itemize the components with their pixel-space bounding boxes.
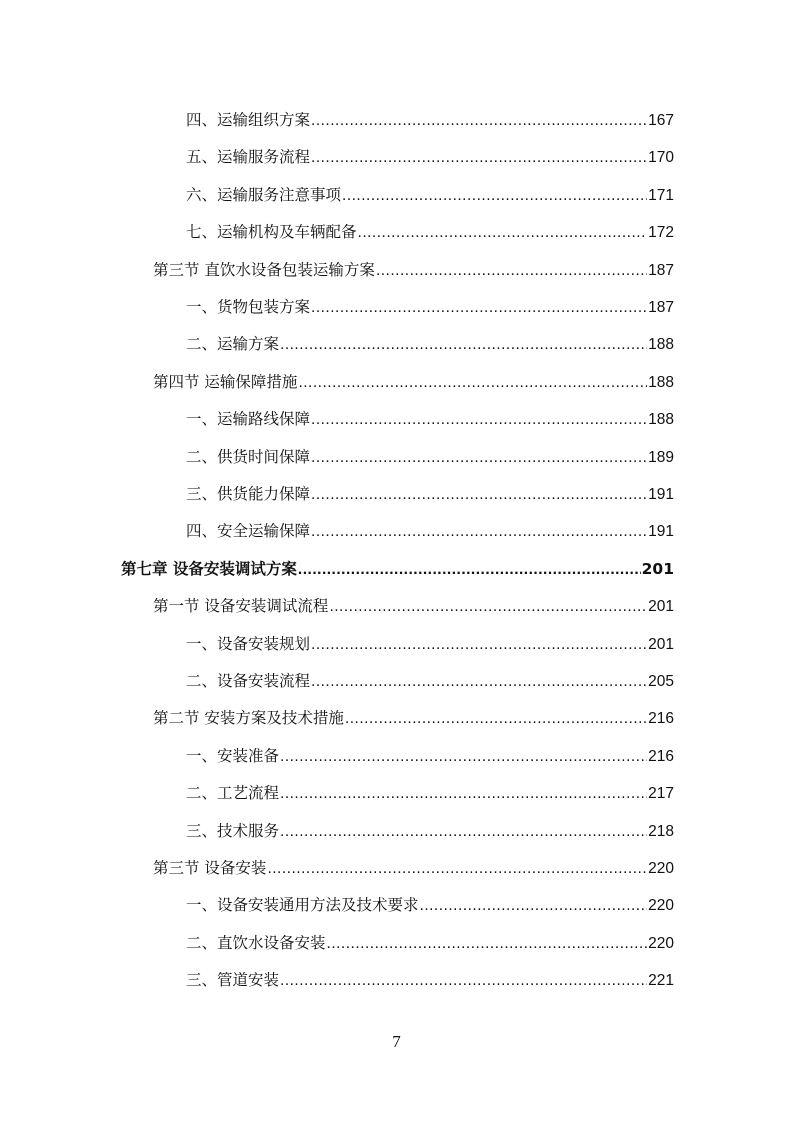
toc-subsection-entry[interactable]: [186, 819, 674, 843]
toc-entry-page: 201: [648, 598, 674, 616]
toc-entry-label: 五、运输服务流程: [186, 148, 311, 167]
toc-subsection-entry[interactable]: [186, 445, 674, 469]
toc-subsection-entry[interactable]: [186, 220, 674, 244]
toc-entry-page: 191: [648, 486, 674, 503]
toc-entry-page: 189: [648, 448, 674, 466]
dot-leader: [298, 558, 641, 582]
toc-subsection-entry[interactable]: [186, 108, 674, 132]
toc-entry-label: 第三节 直饮水设备包装运输方案: [153, 260, 375, 279]
toc-entry-page: 187: [648, 261, 674, 279]
toc-entry-page: 188: [648, 336, 674, 354]
page-number: 7: [392, 1032, 401, 1051]
dot-leader: [311, 109, 647, 133]
toc-entry-label: 三、供货能力保障: [186, 485, 311, 503]
toc-entry-label: 第三节 设备安装: [153, 859, 267, 877]
toc-subsection-entry[interactable]: [186, 183, 674, 207]
toc-entry-label: 二、供货时间保障: [186, 447, 311, 466]
toc-entry-label: 二、设备安装流程: [186, 672, 311, 690]
dot-leader: [342, 184, 647, 208]
toc-subsection-entry[interactable]: [186, 407, 674, 431]
toc-entry-page: 221: [648, 972, 674, 990]
toc-subsection-entry[interactable]: [186, 669, 674, 693]
toc-subsection-entry[interactable]: [186, 332, 674, 356]
toc-entry-page: 187: [648, 299, 674, 316]
toc-entry-label: 六、运输服务注意事项: [186, 185, 342, 204]
toc-entry-label: 一、设备安装规划: [186, 634, 311, 653]
toc-entry-page: 191: [648, 523, 674, 541]
toc-entry-page: 188: [648, 411, 674, 429]
toc-entry-page: 167: [648, 112, 674, 129]
toc-subsection-entry[interactable]: [186, 145, 674, 169]
toc-entry-page: 170: [648, 149, 674, 167]
toc-entry-label: 七、运输机构及车辆配备: [186, 223, 357, 242]
toc-entry-page: 171: [648, 186, 674, 204]
dot-leader: [311, 520, 647, 544]
toc-section-entry[interactable]: [153, 856, 674, 880]
dot-leader: [280, 820, 647, 844]
toc-subsection-entry[interactable]: [186, 519, 674, 543]
toc-subsection-entry[interactable]: [186, 632, 674, 656]
dot-leader: [280, 745, 647, 769]
toc-entry-page: 216: [648, 747, 674, 765]
dot-leader: [280, 782, 647, 806]
toc-subsection-entry[interactable]: [186, 968, 674, 992]
dot-leader: [280, 969, 647, 993]
dot-leader: [311, 633, 647, 657]
dot-leader: [311, 146, 647, 170]
toc-entry-label: 一、设备安装通用方法及技术要求: [186, 896, 419, 915]
toc-entry-page: 217: [648, 785, 674, 803]
toc-entry-page: 201: [648, 635, 674, 653]
dot-leader: [311, 446, 647, 470]
toc-entry-label: 第二节 安装方案及技术措施: [153, 709, 344, 728]
toc-chapter-entry[interactable]: [121, 557, 674, 581]
toc-subsection-entry[interactable]: [186, 295, 674, 319]
toc-entry-label: 三、管道安装: [186, 971, 280, 990]
toc-subsection-entry[interactable]: [186, 781, 674, 805]
toc-entry-page: 216: [648, 710, 674, 728]
toc-entry-label: 一、运输路线保障: [186, 410, 311, 429]
toc-entry-label: 四、安全运输保障: [186, 522, 311, 541]
dot-leader: [358, 221, 648, 245]
dot-leader: [280, 333, 647, 357]
toc-entry-label: 第七章 设备安装调试方案: [121, 559, 297, 578]
dot-leader: [376, 259, 647, 283]
toc-entry-page: 172: [648, 224, 674, 242]
toc-entry-label: 四、运输组织方案: [186, 111, 311, 129]
toc-entry-page: 220: [648, 860, 674, 877]
toc-entry-label: 第一节 设备安装调试流程: [153, 597, 329, 616]
dot-leader: [267, 857, 647, 881]
toc-entry-label: 一、安装准备: [186, 746, 280, 765]
toc-entry-label: 第四节 运输保障措施: [153, 372, 298, 391]
toc-section-entry[interactable]: [153, 258, 674, 282]
dot-leader: [345, 707, 647, 731]
toc-section-entry[interactable]: [153, 370, 674, 394]
toc-entry-page: 218: [648, 822, 674, 840]
toc-subsection-entry[interactable]: [186, 931, 674, 955]
toc-entry-label: 二、直饮水设备安装: [186, 933, 326, 952]
dot-leader: [311, 483, 647, 507]
toc-entry-label: 二、运输方案: [186, 335, 280, 354]
toc-entry-page: 188: [648, 373, 674, 391]
toc-entry-label: 二、工艺流程: [186, 784, 280, 803]
dot-leader: [311, 296, 647, 320]
toc-entry-label: 一、货物包装方案: [186, 298, 311, 316]
toc-section-entry[interactable]: [153, 706, 674, 730]
dot-leader: [329, 595, 647, 619]
toc-entry-page: 220: [648, 934, 674, 952]
dot-leader: [298, 371, 647, 395]
toc-subsection-entry[interactable]: [186, 482, 674, 506]
toc-subsection-entry[interactable]: [186, 893, 674, 917]
toc-entry-page: 220: [648, 897, 674, 915]
dot-leader: [311, 408, 647, 432]
dot-leader: [327, 932, 648, 956]
toc-section-entry[interactable]: [153, 594, 674, 618]
toc-entry-label: 三、技术服务: [186, 821, 280, 840]
toc-entry-page: 201: [641, 559, 674, 578]
dot-leader: [420, 894, 648, 918]
toc-subsection-entry[interactable]: [186, 744, 674, 768]
toc-entry-page: 205: [648, 673, 674, 690]
dot-leader: [311, 670, 647, 694]
